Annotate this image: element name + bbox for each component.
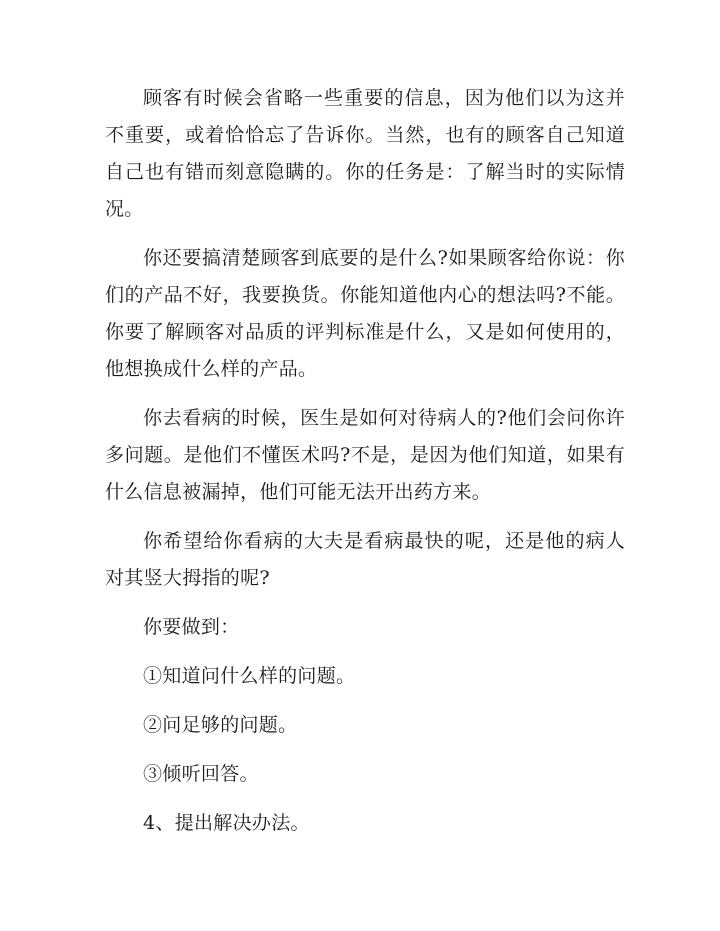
paragraph-2: 你还要搞清楚顾客到底要的是什么?如果顾客给你说：你们的产品不好，我要换货。你能知道他内心的想法吗?不能。你要了解顾客对品质的评判标准是什么，又是如何使用的，他想换成什么样的产品。 xyxy=(105,247,625,380)
list-item: ①知道问什么样的问题。 xyxy=(143,665,356,687)
list-item: ③倾听回答。 xyxy=(143,763,259,785)
paragraph-4: 你希望给你看病的大夫是看病最快的呢，还是他的病人对其竖大拇指的呢? xyxy=(105,530,625,589)
paragraph-3: 你去看病的时候，医生是如何对待病人的?他们会问你许多问题。是他们不懂医术吗?不是，是因为他们知道，如果有什么信息被漏掉，他们可能无法开出药方来。 xyxy=(105,407,625,503)
document-body xyxy=(105,80,625,854)
list-item: ②问足够的问题。 xyxy=(143,714,298,736)
paragraph-1: 顾客有时候会省略一些重要的信息，因为他们以为这并不重要，或着恰恰忘了告诉你。当然，也有的顾客自己知道自己也有错而刻意隐瞒的。你的任务是：了解当时的实际情况。 xyxy=(105,87,625,220)
list-intro: 你要做到： xyxy=(143,616,240,638)
list-item: 4、提出解决办法。 xyxy=(143,812,310,834)
